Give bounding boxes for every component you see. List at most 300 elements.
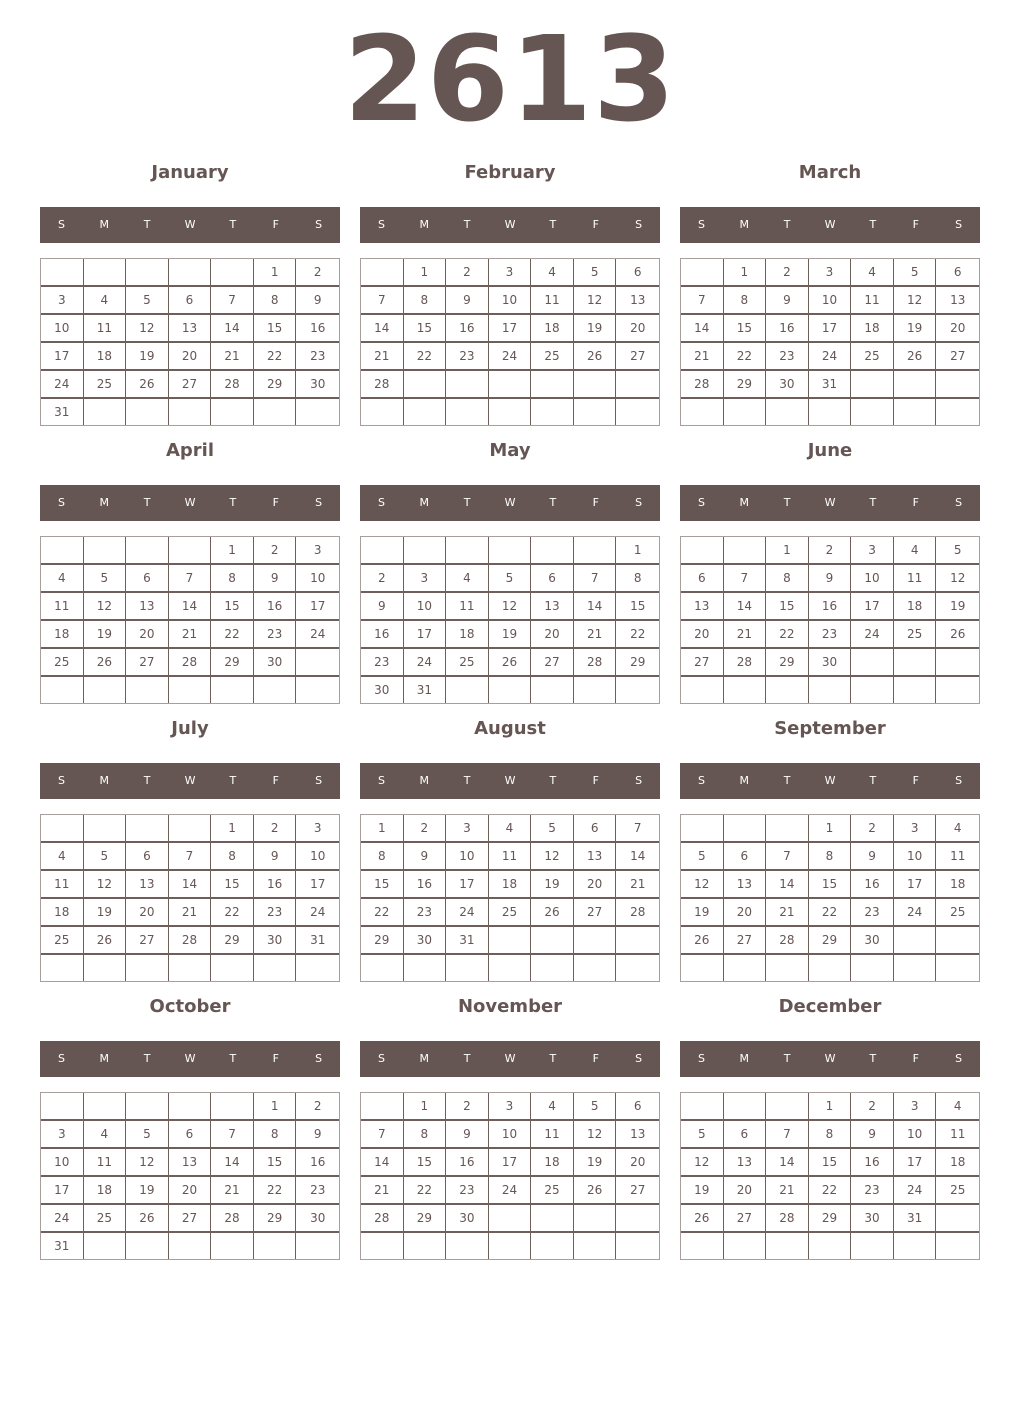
day-cell: 1 [766,537,809,565]
day-cell: 8 [809,1121,852,1149]
day-cell: 19 [681,1177,724,1205]
day-cell: 23 [851,1177,894,1205]
weekday-label: M [739,1052,750,1065]
day-cell [361,537,404,565]
day-cell: 23 [446,1177,489,1205]
weekday-label: S [635,1052,643,1065]
day-cell [681,1093,724,1121]
day-cell: 2 [446,259,489,287]
weekday-label: S [697,496,705,509]
day-cell [126,1093,169,1121]
day-cell: 16 [851,871,894,899]
day-cell: 13 [169,1149,212,1177]
day-cell: 26 [126,371,169,399]
day-cell: 29 [616,649,659,677]
weekday-header [360,1041,660,1077]
day-cell: 23 [404,899,447,927]
day-cell: 25 [84,1205,127,1233]
weekday-label: T [549,774,557,787]
day-cell: 22 [361,899,404,927]
weekday-label: F [912,496,919,509]
month-name: March [798,162,862,183]
day-cell: 22 [211,899,254,927]
day-cell [84,1093,127,1121]
day-cell: 25 [936,1177,979,1205]
day-cell: 11 [41,593,84,621]
day-grid [680,1092,980,1260]
day-cell [724,399,767,425]
day-cell: 26 [574,343,617,371]
day-cell [41,955,84,981]
weekday-label: M [99,496,110,509]
day-cell [489,677,532,703]
day-cell: 4 [84,1121,127,1149]
day-cell: 1 [404,259,447,287]
weekday-label: F [912,1052,919,1065]
day-cell [809,677,852,703]
day-cell: 27 [169,1205,212,1233]
day-cell: 22 [809,1177,852,1205]
day-cell: 28 [681,371,724,399]
weekday-label: F [592,774,599,787]
weekday-label: W [184,496,196,509]
day-cell: 12 [84,871,127,899]
day-cell [361,955,404,981]
weekday-label: F [272,218,279,231]
day-cell [616,371,659,399]
day-cell: 19 [84,899,127,927]
day-grid [360,258,660,426]
day-cell: 26 [84,649,127,677]
day-cell [169,1233,212,1259]
day-cell: 4 [84,287,127,315]
day-cell: 14 [361,1149,404,1177]
day-cell: 6 [126,843,169,871]
day-cell [724,677,767,703]
day-cell: 21 [724,621,767,649]
day-cell: 7 [361,1121,404,1149]
day-cell: 20 [681,621,724,649]
weekday-label: S [635,774,643,787]
weekday-label: M [739,774,750,787]
day-cell: 19 [894,315,937,343]
day-cell: 28 [766,927,809,955]
day-cell: 28 [169,927,212,955]
day-cell: 21 [361,343,404,371]
day-cell [254,399,297,425]
day-cell: 16 [404,871,447,899]
day-cell: 3 [489,1093,532,1121]
day-cell: 3 [296,537,339,565]
weekday-label: F [592,1052,599,1065]
day-cell: 8 [404,287,447,315]
weekday-label: M [99,1052,110,1065]
day-cell [724,1093,767,1121]
weekday-label: S [697,1052,705,1065]
day-cell: 31 [894,1205,937,1233]
day-cell: 5 [894,259,937,287]
day-cell: 6 [531,565,574,593]
day-cell: 6 [574,815,617,843]
day-cell [41,1093,84,1121]
day-cell [574,1205,617,1233]
day-cell: 29 [361,927,404,955]
day-cell [851,677,894,703]
day-cell: 17 [41,1177,84,1205]
day-cell: 23 [254,621,297,649]
day-cell: 20 [126,621,169,649]
day-cell [489,955,532,981]
day-cell: 6 [724,843,767,871]
weekday-label: T [783,218,791,231]
day-cell: 15 [254,1149,297,1177]
day-cell: 9 [446,1121,489,1149]
day-cell: 4 [41,843,84,871]
day-cell: 23 [851,899,894,927]
day-cell [574,927,617,955]
day-cell [126,677,169,703]
day-cell: 15 [766,593,809,621]
day-cell: 18 [531,1149,574,1177]
day-cell: 15 [404,1149,447,1177]
day-cell: 21 [211,343,254,371]
day-cell: 6 [169,1121,212,1149]
day-cell: 19 [126,343,169,371]
day-cell: 27 [681,649,724,677]
day-cell: 25 [531,1177,574,1205]
day-cell [574,371,617,399]
day-cell [936,955,979,981]
weekday-label: T [783,774,791,787]
day-cell [809,399,852,425]
month-name: April [165,440,215,461]
day-cell: 16 [809,593,852,621]
day-cell [404,537,447,565]
weekday-label: M [419,1052,430,1065]
day-cell: 30 [254,649,297,677]
day-cell: 7 [724,565,767,593]
month-name: October [149,996,231,1017]
day-cell: 10 [41,315,84,343]
day-cell [296,677,339,703]
day-cell: 1 [254,1093,297,1121]
day-cell: 9 [254,843,297,871]
day-cell [574,677,617,703]
day-cell: 15 [809,871,852,899]
day-cell: 21 [361,1177,404,1205]
day-cell [724,955,767,981]
day-cell [254,677,297,703]
weekday-label: T [229,774,237,787]
day-cell: 11 [41,871,84,899]
day-cell: 1 [616,537,659,565]
weekday-header [360,485,660,521]
day-cell: 15 [361,871,404,899]
day-cell: 30 [809,649,852,677]
day-cell [211,399,254,425]
day-cell: 30 [851,927,894,955]
weekday-label: F [912,774,919,787]
day-cell [126,259,169,287]
day-cell: 6 [169,287,212,315]
day-cell: 8 [766,565,809,593]
weekday-header [680,1041,980,1077]
day-cell [446,1233,489,1259]
day-cell [766,399,809,425]
day-cell [894,677,937,703]
day-cell: 21 [169,621,212,649]
day-cell [296,955,339,981]
day-cell [809,1233,852,1259]
weekday-label: T [143,218,151,231]
day-cell: 22 [254,343,297,371]
day-cell [936,1233,979,1259]
day-cell [531,955,574,981]
day-cell: 20 [616,1149,659,1177]
day-cell [681,815,724,843]
day-cell [936,371,979,399]
month-name: May [489,440,531,461]
day-cell: 30 [446,1205,489,1233]
day-cell: 13 [531,593,574,621]
day-cell: 26 [84,927,127,955]
day-cell: 14 [211,1149,254,1177]
day-cell: 9 [851,843,894,871]
day-cell: 11 [936,1121,979,1149]
weekday-label: F [272,1052,279,1065]
day-cell: 10 [851,565,894,593]
day-cell: 15 [254,315,297,343]
day-cell: 24 [851,621,894,649]
day-cell [361,399,404,425]
day-cell: 6 [616,1093,659,1121]
day-cell: 30 [851,1205,894,1233]
day-cell: 19 [84,621,127,649]
day-cell [936,399,979,425]
weekday-label: M [99,774,110,787]
day-cell: 3 [446,815,489,843]
day-cell: 24 [894,1177,937,1205]
day-cell [254,1233,297,1259]
day-cell: 19 [531,871,574,899]
day-cell: 25 [446,649,489,677]
day-cell [851,399,894,425]
day-cell [446,399,489,425]
day-cell: 24 [489,343,532,371]
weekday-label: F [592,218,599,231]
day-cell: 13 [724,871,767,899]
day-cell: 21 [681,343,724,371]
month-name: July [171,718,209,739]
day-cell [84,815,127,843]
day-cell: 26 [489,649,532,677]
month-name: February [464,162,556,183]
day-cell: 10 [489,287,532,315]
day-cell [766,815,809,843]
day-cell [894,955,937,981]
day-cell [446,955,489,981]
day-cell: 25 [894,621,937,649]
day-cell: 5 [84,843,127,871]
day-cell: 24 [809,343,852,371]
day-cell [41,815,84,843]
day-cell [84,955,127,981]
day-cell: 7 [766,1121,809,1149]
day-cell: 28 [211,1205,254,1233]
weekday-label: W [504,496,516,509]
weekday-header [680,485,980,521]
day-cell: 25 [936,899,979,927]
day-cell: 12 [531,843,574,871]
day-cell [851,955,894,981]
day-cell: 28 [766,1205,809,1233]
day-cell [724,1233,767,1259]
weekday-label: S [635,496,643,509]
day-cell: 14 [766,1149,809,1177]
day-cell: 7 [766,843,809,871]
day-cell [404,955,447,981]
day-cell: 7 [616,815,659,843]
day-cell [361,1093,404,1121]
day-cell: 28 [724,649,767,677]
day-cell [531,399,574,425]
day-cell [446,371,489,399]
day-cell: 24 [296,621,339,649]
day-cell: 11 [84,1149,127,1177]
day-cell: 16 [254,593,297,621]
day-cell: 11 [531,287,574,315]
weekday-header [680,763,980,799]
weekday-header [360,207,660,243]
day-cell: 2 [254,537,297,565]
day-cell: 7 [361,287,404,315]
day-cell: 20 [724,1177,767,1205]
day-cell [489,927,532,955]
day-cell [211,1233,254,1259]
day-cell [616,955,659,981]
month-name: August [474,718,546,739]
weekday-label: M [419,774,430,787]
day-grid [680,536,980,704]
day-cell [126,399,169,425]
day-cell: 27 [126,927,169,955]
day-grid [680,258,980,426]
day-cell [489,537,532,565]
day-cell: 23 [446,343,489,371]
day-cell: 14 [169,593,212,621]
day-cell [616,1205,659,1233]
day-cell: 20 [616,315,659,343]
weekday-header [680,207,980,243]
day-cell: 9 [766,287,809,315]
day-cell: 19 [126,1177,169,1205]
weekday-label: S [57,496,65,509]
day-cell: 18 [446,621,489,649]
day-cell: 1 [724,259,767,287]
day-cell: 21 [766,1177,809,1205]
day-cell [936,1205,979,1233]
day-cell: 18 [489,871,532,899]
day-cell: 28 [616,899,659,927]
weekday-header [40,1041,340,1077]
day-cell: 15 [809,1149,852,1177]
day-cell: 3 [851,537,894,565]
day-cell: 17 [296,871,339,899]
weekday-label: T [869,218,877,231]
day-cell: 22 [766,621,809,649]
weekday-label: M [419,496,430,509]
day-cell: 18 [84,343,127,371]
day-cell [126,537,169,565]
day-cell: 25 [489,899,532,927]
day-cell: 15 [616,593,659,621]
day-cell: 29 [254,1205,297,1233]
day-cell: 30 [296,1205,339,1233]
day-cell: 29 [724,371,767,399]
day-cell: 24 [41,1205,84,1233]
weekday-label: S [57,1052,65,1065]
day-cell: 20 [169,343,212,371]
day-cell [894,927,937,955]
day-cell: 4 [446,565,489,593]
weekday-label: T [229,1052,237,1065]
day-cell: 13 [126,871,169,899]
day-cell: 27 [616,343,659,371]
day-cell: 28 [361,371,404,399]
day-cell: 30 [766,371,809,399]
weekday-header [40,207,340,243]
day-cell [296,649,339,677]
day-cell: 19 [936,593,979,621]
weekday-label: S [315,1052,323,1065]
day-cell: 12 [126,1149,169,1177]
day-cell [41,537,84,565]
day-cell: 8 [616,565,659,593]
day-cell: 17 [851,593,894,621]
day-cell: 15 [211,871,254,899]
day-cell: 23 [296,343,339,371]
day-cell: 16 [766,315,809,343]
day-cell: 20 [169,1177,212,1205]
day-cell: 13 [936,287,979,315]
day-cell: 11 [446,593,489,621]
day-cell: 27 [724,927,767,955]
day-cell [531,677,574,703]
day-cell: 15 [724,315,767,343]
day-cell: 27 [936,343,979,371]
weekday-label: T [143,1052,151,1065]
day-cell: 1 [361,815,404,843]
day-cell: 10 [894,843,937,871]
day-cell [681,677,724,703]
day-cell: 3 [404,565,447,593]
day-cell [404,1233,447,1259]
day-cell [169,815,212,843]
day-cell: 22 [211,621,254,649]
weekday-label: F [272,774,279,787]
day-cell: 28 [574,649,617,677]
weekday-label: W [824,496,836,509]
weekday-label: T [869,1052,877,1065]
weekday-label: T [229,218,237,231]
weekday-header [40,763,340,799]
day-grid [360,814,660,982]
day-cell: 7 [681,287,724,315]
day-cell: 27 [574,899,617,927]
day-cell: 5 [531,815,574,843]
day-cell: 13 [616,287,659,315]
day-cell: 24 [41,371,84,399]
